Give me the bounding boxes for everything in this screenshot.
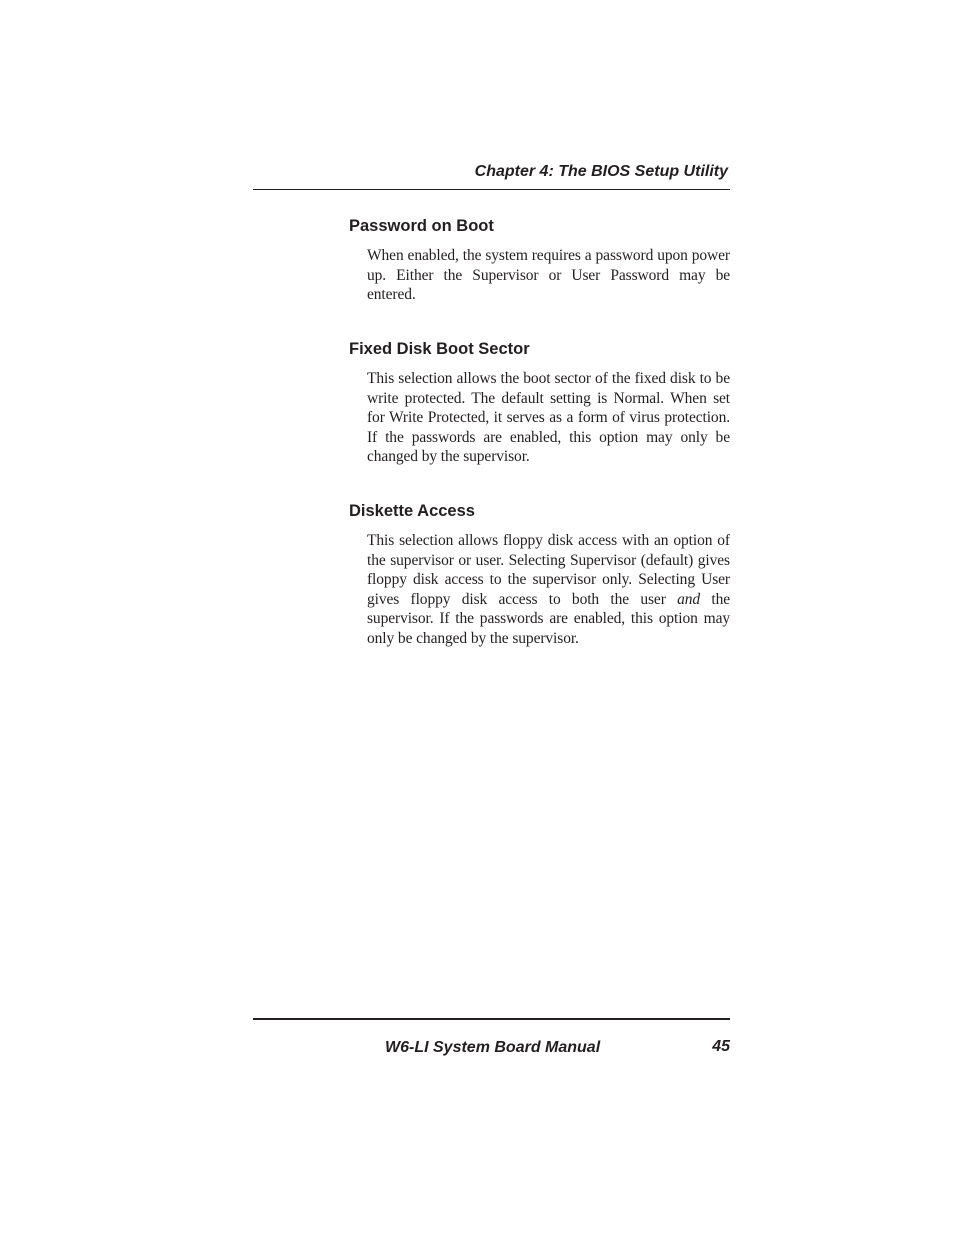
section-diskette-access	[349, 501, 730, 649]
emphasis-text: and	[677, 590, 701, 608]
section-heading: Diskette Access	[349, 502, 475, 520]
body-text: This selection allows floppy disk access with an option of the supervisor or user. Selecting Supervisor (default) gives floppy disk access to the supervisor only. Selecting User gives floppy disk access to both the user	[367, 532, 730, 608]
footer-rule	[253, 1018, 730, 1020]
section-heading: Password on Boot	[349, 217, 494, 235]
section-heading: Fixed Disk Boot Sector	[349, 340, 530, 358]
header-rule	[253, 189, 730, 190]
section-password-on-boot	[349, 216, 730, 305]
page-number: 45	[712, 1038, 730, 1055]
manual-title: W6-LI System Board Manual	[385, 1039, 601, 1056]
body-text: the supervisor. If the passwords are enabled, this option may only be changed by the supervisor.	[367, 590, 730, 647]
section-body: When enabled, the system requires a password upon power up. Either the Supervisor or User Password may be entered.	[367, 247, 730, 304]
chapter-header: Chapter 4: The BIOS Setup Utility	[474, 163, 728, 180]
section-body: This selection allows the boot sector of the fixed disk to be write protected. The default setting is Normal. When set for Write Protected, it serves as a form of virus protection. If the passwords are enabled, this option may only be changed by the supervisor.	[367, 370, 730, 466]
section-fixed-disk-boot-sector	[349, 339, 730, 467]
section-body	[367, 531, 730, 649]
